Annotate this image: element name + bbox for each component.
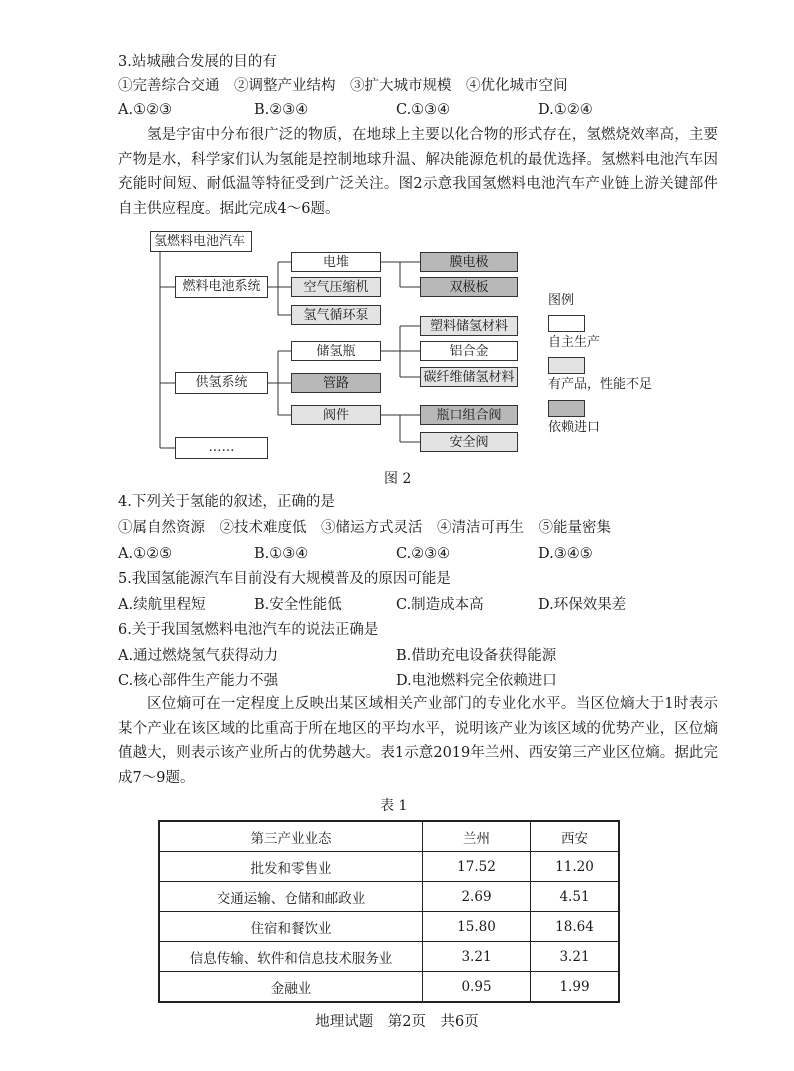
legend-label-self: 自主生产 — [548, 335, 601, 350]
table-cell: 批发和零售业 — [159, 852, 423, 882]
box-bipolar-plate: 双极板 — [420, 277, 518, 297]
q6-option-a: A.通过燃烧氢气获得动力 — [118, 648, 279, 664]
box-safety-valve: 安全阀 — [420, 432, 518, 452]
legend-swatch-self — [548, 315, 585, 332]
legend-swatch-weak — [548, 357, 585, 374]
box-storage-bottle: 储氢瓶 — [291, 341, 381, 361]
q4-stem: 4.下列关于氢能的叙述，正确的是 — [118, 494, 335, 510]
q6-option-b: B.借助充电设备获得能源 — [396, 648, 557, 664]
table-cell: 住宿和餐饮业 — [159, 912, 423, 942]
q5-options — [118, 595, 718, 615]
q6-options-row1 — [118, 646, 718, 666]
table-cell: 3.21 — [423, 942, 531, 972]
q3-option-c: C.①③④ — [396, 102, 451, 118]
table-cell: 17.52 — [423, 852, 531, 882]
legend-title: 图例 — [548, 293, 575, 308]
table-cell: 0.95 — [423, 972, 531, 1003]
box-hydrogen-supply: 供氢系统 — [175, 372, 268, 394]
q4-option-d: D.③④⑤ — [538, 546, 593, 562]
passage-hydrogen: 氢是宇宙中分布很广泛的物质，在地球上主要以化合物的形式存在，氢燃烧效率高，主要产物是水，科学家们认为氢能是控制地球升温、解决能源危机的最优选择。氢燃料电池汽车因充能时间短、耐低温等特征受到广泛关注。图2示意我国氢燃料电池汽车产业链上游关键部件自主供应程度。据此完成4～6题。 — [118, 127, 718, 217]
q3-items: ①完善综合交通 ②调整产业结构 ③扩大城市规模 ④优化城市空间 — [118, 78, 568, 94]
table-header-lanzhou: 兰州 — [423, 821, 531, 852]
table-cell: 1.99 — [531, 972, 620, 1003]
table-row — [159, 882, 619, 912]
page-footer: 地理试题 第2页 共6页 — [315, 1014, 479, 1030]
box-valve: 阀件 — [291, 405, 381, 425]
table-row — [159, 912, 619, 942]
q4-option-b: B.①③④ — [254, 546, 309, 562]
box-carbon-fiber: 碳纤维储氢材料 — [420, 367, 518, 387]
box-aluminum-alloy: 铝合金 — [420, 341, 518, 361]
q5-option-b: B.安全性能低 — [254, 597, 342, 613]
q5-stem: 5.我国氢能源汽车目前没有大规模普及的原因可能是 — [118, 571, 451, 587]
q5-option-c: C.制造成本高 — [396, 597, 484, 613]
q3-options — [118, 100, 718, 120]
box-root: 氢燃料电池汽车 — [150, 231, 252, 252]
q4-options — [118, 544, 718, 564]
table-cell: 4.51 — [531, 882, 620, 912]
q5-option-a: A.续航里程短 — [118, 597, 206, 613]
table-row — [159, 852, 619, 882]
table-cell: 15.80 — [423, 912, 531, 942]
box-bottle-valve: 瓶口组合阀 — [420, 405, 518, 425]
figure-caption: 图 2 — [384, 471, 412, 487]
box-membrane-electrode: 膜电极 — [420, 252, 518, 272]
box-pipeline: 管路 — [291, 373, 381, 393]
q6-options-row2 — [118, 671, 718, 691]
table-row — [159, 972, 619, 1003]
q3-option-a: A.①②③ — [118, 102, 173, 118]
table-cell: 信息传输、软件和信息技术服务业 — [159, 942, 423, 972]
box-air-compressor: 空气压缩机 — [291, 277, 381, 297]
table-header-row — [159, 821, 619, 852]
table-row — [159, 942, 619, 972]
q6-option-c: C.核心部件生产能力不强 — [118, 673, 279, 689]
box-plastic-material: 塑料储氢材料 — [420, 316, 518, 336]
passage-location-quotient: 区位熵可在一定程度上反映出某区域相关产业部门的专业化水平。当区位熵大于1时表示某个产业在该区域的比重高于所在地区的平均水平，说明该产业为该区域的优势产业，区位熵值越大，则表示该产业所占的优势越大。表1示意2019年兰州、西安第三产业区位熵。据此完成7～9题。 — [118, 696, 718, 786]
table-location-quotient — [158, 820, 620, 1003]
legend-label-import: 依赖进口 — [548, 420, 601, 435]
table-cell: 18.64 — [531, 912, 620, 942]
box-fuel-cell-system: 燃料电池系统 — [175, 276, 268, 298]
q3-option-d: D.①②④ — [538, 102, 593, 118]
table-cell: 3.21 — [531, 942, 620, 972]
table-cell: 金融业 — [159, 972, 423, 1003]
box-hydrogen-pump: 氢气循环泵 — [291, 305, 381, 325]
q6-stem: 6.关于我国氢燃料电池汽车的说法正确是 — [118, 622, 379, 638]
table-header-xian: 西安 — [531, 821, 620, 852]
legend-label-weak: 有产品，性能不足 — [548, 377, 653, 392]
q3-stem: 3.站城融合发展的目的有 — [118, 54, 277, 70]
q5-option-d: D.环保效果差 — [538, 597, 627, 613]
q4-option-c: C.②③④ — [396, 546, 451, 562]
legend-swatch-import — [548, 400, 585, 417]
box-more: …… — [175, 437, 268, 459]
table-cell: 11.20 — [531, 852, 620, 882]
q3-option-b: B.②③④ — [254, 102, 309, 118]
q4-items: ①属自然资源 ②技术难度低 ③储运方式灵活 ④清洁可再生 ⑤能量密集 — [118, 520, 611, 536]
table-cell: 交通运输、仓储和邮政业 — [159, 882, 423, 912]
box-stack: 电堆 — [291, 252, 381, 272]
table-cell: 2.69 — [423, 882, 531, 912]
q4-option-a: A.①②⑤ — [118, 546, 173, 562]
q6-option-d: D.电池燃料完全依赖进口 — [396, 673, 557, 689]
table-header-industry: 第三产业业态 — [159, 821, 423, 852]
table-title: 表 1 — [380, 798, 408, 814]
